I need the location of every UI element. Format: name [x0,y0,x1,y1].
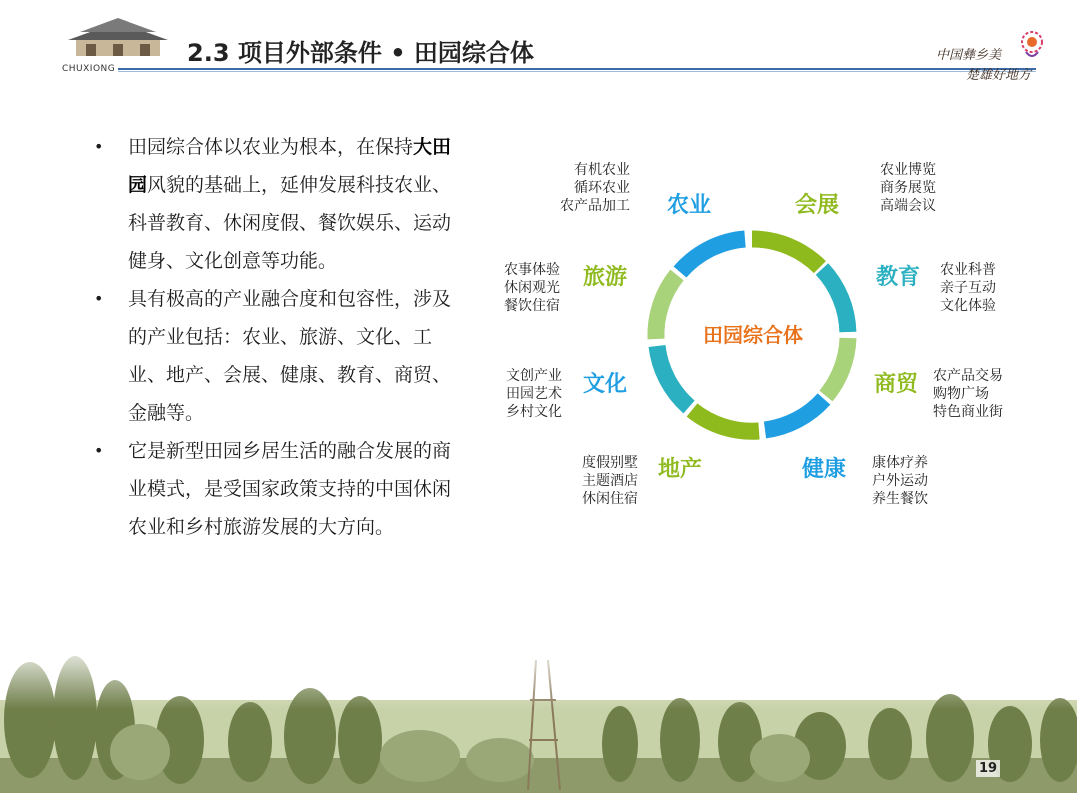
category-culture-items [506,367,562,421]
category-health: 健康 [802,457,847,482]
bullet-bold-text: 大田园 [128,136,452,196]
dancer-fan-icon [1016,30,1048,60]
header-divider-thin [118,71,1036,72]
category-exhibition: 会展 [795,193,840,218]
category-item: 文创产业 [506,368,562,384]
brand-line-1: 中国彝乡美 [936,48,1002,63]
category-agriculture-items [546,161,630,215]
category-tourism-items [504,261,560,315]
chuxiong-logo [60,14,180,76]
category-item: 农产品加工 [560,198,630,214]
page-number: 19 [976,760,1000,777]
logo-text: CHUXIONG [62,64,116,74]
ring-segment [752,239,820,267]
category-item: 度假别墅 [582,455,638,471]
ring-segment [822,269,848,332]
bullet-item [94,280,464,432]
category-item: 餐饮住宿 [504,298,560,314]
category-tourism: 旅游 [583,265,628,290]
ring-segment [657,346,689,407]
category-item: 高端会议 [880,198,936,214]
category-item: 康体疗养 [872,455,928,471]
bullet-dot-icon: • [94,441,104,460]
category-item: 乡村文化 [506,404,562,420]
bullet-text: 风貌的基础上，延伸发展科技农业、科普教育、休闲度假、餐饮娱乐、运动健身、文化创意等功能。 [128,174,452,272]
category-item: 有机农业 [574,162,630,178]
diagram-center-label: 田园综合体 [703,323,803,347]
category-item: 养生餐饮 [872,491,928,507]
ring-segment [765,399,824,430]
gate-roof-icon [66,18,170,58]
ring-segment [680,239,745,272]
category-item: 特色商业街 [933,404,1003,420]
ring-segment [692,410,759,431]
category-item: 购物广场 [933,386,989,402]
category-commerce-items [933,367,1003,421]
bullet-dot-icon: • [94,289,104,308]
brand-line-2: 楚雄好地方 [966,68,1032,83]
category-item: 农事体验 [504,262,560,278]
ring-segment [656,275,677,339]
category-realestate: 地产 [658,457,703,482]
bullet-list [94,128,464,546]
bullet-item [94,128,464,280]
category-realestate-items [560,454,638,508]
category-commerce: 商贸 [874,372,919,397]
category-item: 文化体验 [940,298,996,314]
category-culture: 文化 [583,372,628,397]
category-item: 农产品交易 [933,368,1003,384]
header-divider [118,68,1036,70]
category-education: 教育 [876,265,921,290]
category-item: 亲子互动 [940,280,996,296]
category-item: 农业博览 [880,162,936,178]
bullet-text: 田园综合体以农业为根本，在保持 [128,136,414,158]
brand-slogan [930,30,1060,82]
bullet-text: 它是新型田园乡居生活的融合发展的商业模式，是受国家政策支持的中国休闲农业和乡村旅游发展的大方向。 [128,440,452,538]
category-item: 休闲住宿 [582,491,638,507]
bullet-dot-icon: • [94,137,104,156]
category-exhibition-items [880,161,936,215]
category-item: 田园艺术 [506,386,562,402]
category-agriculture: 农业 [667,193,712,218]
category-health-items [872,454,928,508]
bullet-item [94,432,464,546]
category-item: 休闲观光 [504,280,560,296]
page-title: 2.3 项目外部条件 • 田园综合体 [187,39,534,67]
scenery-banner [0,640,1077,793]
category-item: 循环农业 [574,180,630,196]
category-education-items [940,261,996,315]
category-item: 农业科普 [940,262,996,278]
category-item: 商务展览 [880,180,936,196]
bullet-text: 具有极高的产业融合度和包容性，涉及的产业包括：农业、旅游、文化、工业、地产、会展、健康、教育、商贸、金融等。 [128,288,452,424]
category-item: 主题酒店 [582,473,638,489]
category-item: 户外运动 [872,473,928,489]
ring-segment [826,338,848,396]
